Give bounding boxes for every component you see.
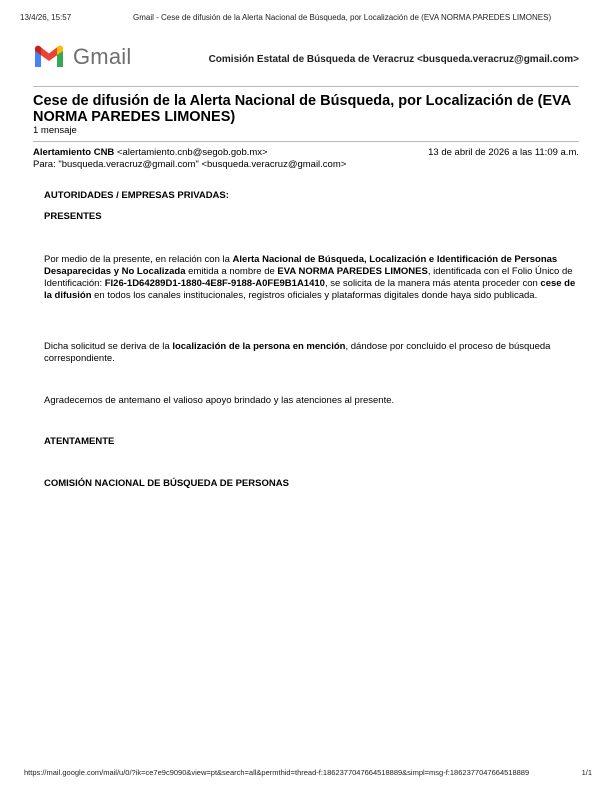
to-label: Para: xyxy=(33,159,56,170)
message-date: 13 de abril de 2026 a las 11:09 a.m. xyxy=(428,147,579,158)
person-name: EVA NORMA PAREDES LIMONES xyxy=(277,266,428,277)
text: en todos los canales institucionales, registros oficiales y plataformas digitales donde haya sido publicada. xyxy=(91,290,538,301)
closing: ATENTAMENTE xyxy=(44,436,115,447)
body-paragraph-main xyxy=(44,254,582,302)
gmail-m-icon xyxy=(33,45,65,69)
text: Dicha solicitud se deriva de la xyxy=(44,341,173,352)
print-header xyxy=(20,13,592,22)
greeting-recipients: AUTORIDADES / EMPRESAS PRIVADAS: xyxy=(44,190,229,201)
greeting-presentes: PRESENTES xyxy=(44,211,102,222)
text: , se solicita de la manera más atenta proceder con xyxy=(324,278,541,289)
header-divider xyxy=(33,86,579,87)
text: Por medio de la presente, en relación con la xyxy=(44,254,233,265)
message-count: 1 mensaje xyxy=(33,125,77,136)
localization-note: localización de la persona en mención xyxy=(172,341,346,352)
body-paragraph-thanks: Agradecemos de antemano el valioso apoyo brindado y las atenciones al presente. xyxy=(44,395,395,406)
cease-dissemination: cese de la difusión xyxy=(44,278,576,301)
folio-id: FI26-1D64289D1-1880-4E8F-9188-A0FE9B1A1410 xyxy=(104,278,325,289)
sender xyxy=(33,147,268,159)
print-footer xyxy=(24,768,592,777)
page-number: 1/1 xyxy=(581,768,592,777)
print-page-title: Gmail - Cese de difusión de la Alerta Nacional de Búsqueda, por Localización de (EVA NORMA PAREDES LIMONES) xyxy=(133,13,552,22)
print-url: https://mail.google.com/mail/u/0/?ik=ce7e9c9090&view=pt&search=all&permthid=thread-f:1862377047664518889&simpl=msg-f:1862377047664518889 xyxy=(24,768,530,777)
brand-bar xyxy=(33,44,579,70)
thread-subject: Cese de difusión de la Alerta Nacional de Búsqueda, por Localización de (EVA NORMA PAREDES LIMONES) xyxy=(33,93,571,125)
text: , identificada con el Folio Único de Identificación: xyxy=(44,266,573,289)
body-paragraph-reason xyxy=(44,341,582,365)
text: , dándose por concluido el proceso de búsqueda correspondiente. xyxy=(44,341,551,364)
sender-email: <alertamiento.cnb@segob.gob.mx> xyxy=(116,147,268,158)
message-header xyxy=(33,147,579,171)
gmail-logo-text: Gmail xyxy=(73,44,132,69)
gmail-logo xyxy=(33,44,131,70)
account-identity: Comisión Estatal de Búsqueda de Veracruz <busqueda.veracruz@gmail.com> xyxy=(208,53,579,65)
text: emitida a nombre de xyxy=(185,266,278,277)
sender-name: Alertamiento CNB xyxy=(33,147,115,158)
alert-name: Alerta Nacional de Búsqueda, Localización e Identificación de Personas Desaparecidas y No Localizada xyxy=(44,254,558,277)
recipient-row xyxy=(33,159,579,171)
signature: COMISIÓN NACIONAL DE BÚSQUEDA DE PERSONAS xyxy=(44,478,289,489)
print-datetime: 13/4/26, 15:57 xyxy=(20,13,72,22)
recipient: "busqueda.veracruz@gmail.com" <busqueda.veracruz@gmail.com> xyxy=(58,159,347,170)
message-divider xyxy=(33,141,579,142)
